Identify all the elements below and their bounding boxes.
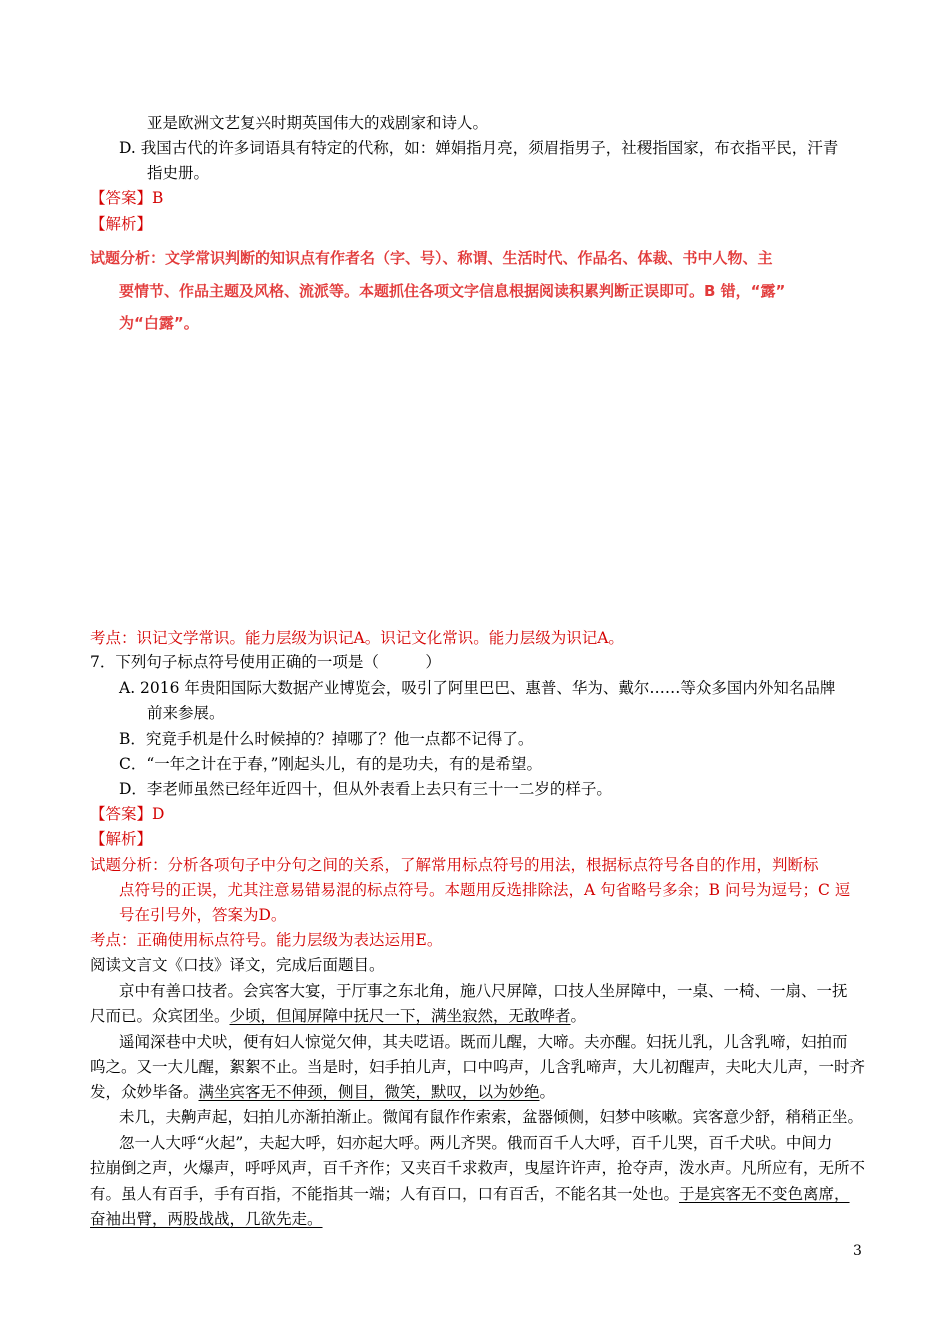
reading-p1-underlined: 少顷，但闻屏障中抚尺一下，满坐寂然，无敢哗者 <box>229 1007 571 1025</box>
reading-p4-underlined: 于是宾客无不变色离席， <box>679 1185 850 1203</box>
q7-analysis-line1: 试题分析：分析各项句子中分句之间的关系，了解常用标点符号的用法，根据标点符号各自的作用，判断标 <box>90 856 819 874</box>
q7-kaodian: 考点：正确使用标点符号。能力层级为表达运用E。 <box>90 931 443 949</box>
reading-p4-line1: 忽一人大呼“火起”，夫起大呼，妇亦起大呼。两儿齐哭。俄而百千人大呼，百千儿哭，百千犬吠。中间力 <box>119 1134 833 1152</box>
reading-p4-underlined-end: 奋袖出臂，两股战战，几欲先走。 <box>90 1210 323 1228</box>
q7-answer: 【答案】D <box>90 805 165 823</box>
q7-option-a-line1: A. 2016 年贵阳国际大数据产业博览会，吸引了阿里巴巴、惠普、华为、戴尔……等众多国内外知名品牌 <box>119 679 836 697</box>
q7-analysis-line2: 点符号的正误，尤其注意易错易混的标点符号。本题用反选排除法，A 句省略号多余；B 问号为逗号；C 逗 <box>119 881 851 899</box>
reading-p4-line3 <box>90 1183 850 1205</box>
q7-option-d: D．李老师虽然已经年近四十，但从外表看上去只有三十一二岁的样子。 <box>119 780 612 798</box>
reading-p1-text: 尺而已。众宾团坐。 <box>90 1007 230 1025</box>
q7-option-c: C．“一年之计在于春，”刚起头儿，有的是功夫，有的是希望。 <box>119 755 542 773</box>
q7-analysis-line3: 号在引号外，答案为D。 <box>119 906 287 924</box>
reading-p1-end: 。 <box>570 1007 587 1025</box>
q7-analysis-label: 【解析】 <box>90 830 153 848</box>
reading-p4-line4 <box>90 1208 323 1230</box>
q6-kaodian: 考点：识记文学常识。能力层级为识记A。识记文化常识。能力层级为识记A。 <box>90 629 624 647</box>
q7-option-a-line2: 前来参展。 <box>147 704 225 722</box>
reading-p1-line1: 京中有善口技者。会宾客大宴，于厅事之东北角，施八尺屏障，口技人坐屏障中，一桌、一椅、一扇、一抚 <box>119 982 848 1000</box>
page-number: 3 <box>853 1243 862 1259</box>
reading-p2-line3 <box>90 1081 555 1103</box>
reading-p4-line2: 拉崩倒之声，火爆声，呼呼风声，百千齐作；又夹百千求救声，曳屋许许声，抢夺声，泼水声。凡所应有，无所不 <box>90 1159 866 1177</box>
reading-p2-text: 发，众妙毕备。 <box>90 1083 199 1101</box>
q6-option-d-line2: 指史册。 <box>147 164 210 182</box>
q7-stem: 7．下列句子标点符号使用正确的一项是（ ） <box>90 653 441 671</box>
q7-option-b: B．究竟手机是什么时候掉的？掉哪了？他一点都不记得了。 <box>119 730 534 748</box>
reading-p4-text: 有。虽人有百手，手有百指，不能指其一端；人有百口，口有百舌，不能名其一处也。 <box>90 1185 680 1203</box>
q6-answer: 【答案】B <box>90 189 164 207</box>
q6-option-d-line1: D. 我国古代的许多词语具有特定的代称，如：婵娟指月亮，须眉指男子，社稷指国家，布衣指平民，汗青 <box>119 139 839 157</box>
q6-option-c-tail: 亚是欧洲文艺复兴时期英国伟大的戏剧家和诗人。 <box>147 114 489 132</box>
q6-analysis-label: 【解析】 <box>90 215 153 233</box>
reading-p2-line2: 呜之。又一大儿醒，絮絮不止。当是时，妇手拍儿声，口中呜声，儿含乳啼声，大儿初醒声，夫叱大儿声，一时齐 <box>90 1058 866 1076</box>
reading-p2-underlined: 满坐宾客无不伸颈，侧目，微笑，默叹，以为妙绝 <box>198 1083 540 1101</box>
q6-analysis-line2: 要情节、作品主题及风格、流派等。本题抓住各项文字信息根据阅读积累判断正误即可。B 错，“露” <box>119 282 786 300</box>
reading-p3-line1: 未几，夫齁声起，妇拍儿亦渐拍渐止。微闻有鼠作作索索，盆器倾侧，妇梦中咳嗽。宾客意少舒，稍稍正坐。 <box>119 1108 864 1126</box>
q6-analysis-line3: 为“白露”。 <box>119 314 199 332</box>
q6-analysis-line1: 试题分析：文学常识判断的知识点有作者名（字、号）、称谓、生活时代、作品名、体裁、书中人物、主 <box>90 249 773 267</box>
reading-p2-end: 。 <box>539 1083 556 1101</box>
reading-p1-line2 <box>90 1005 586 1027</box>
reading-p2-line1: 遥闻深巷中犬吠，便有妇人惊觉欠伸，其夫呓语。既而儿醒，大啼。夫亦醒。妇抚儿乳，儿含乳啼，妇拍而 <box>119 1033 848 1051</box>
reading-intro: 阅读文言文《口技》译文，完成后面题目。 <box>90 956 385 974</box>
